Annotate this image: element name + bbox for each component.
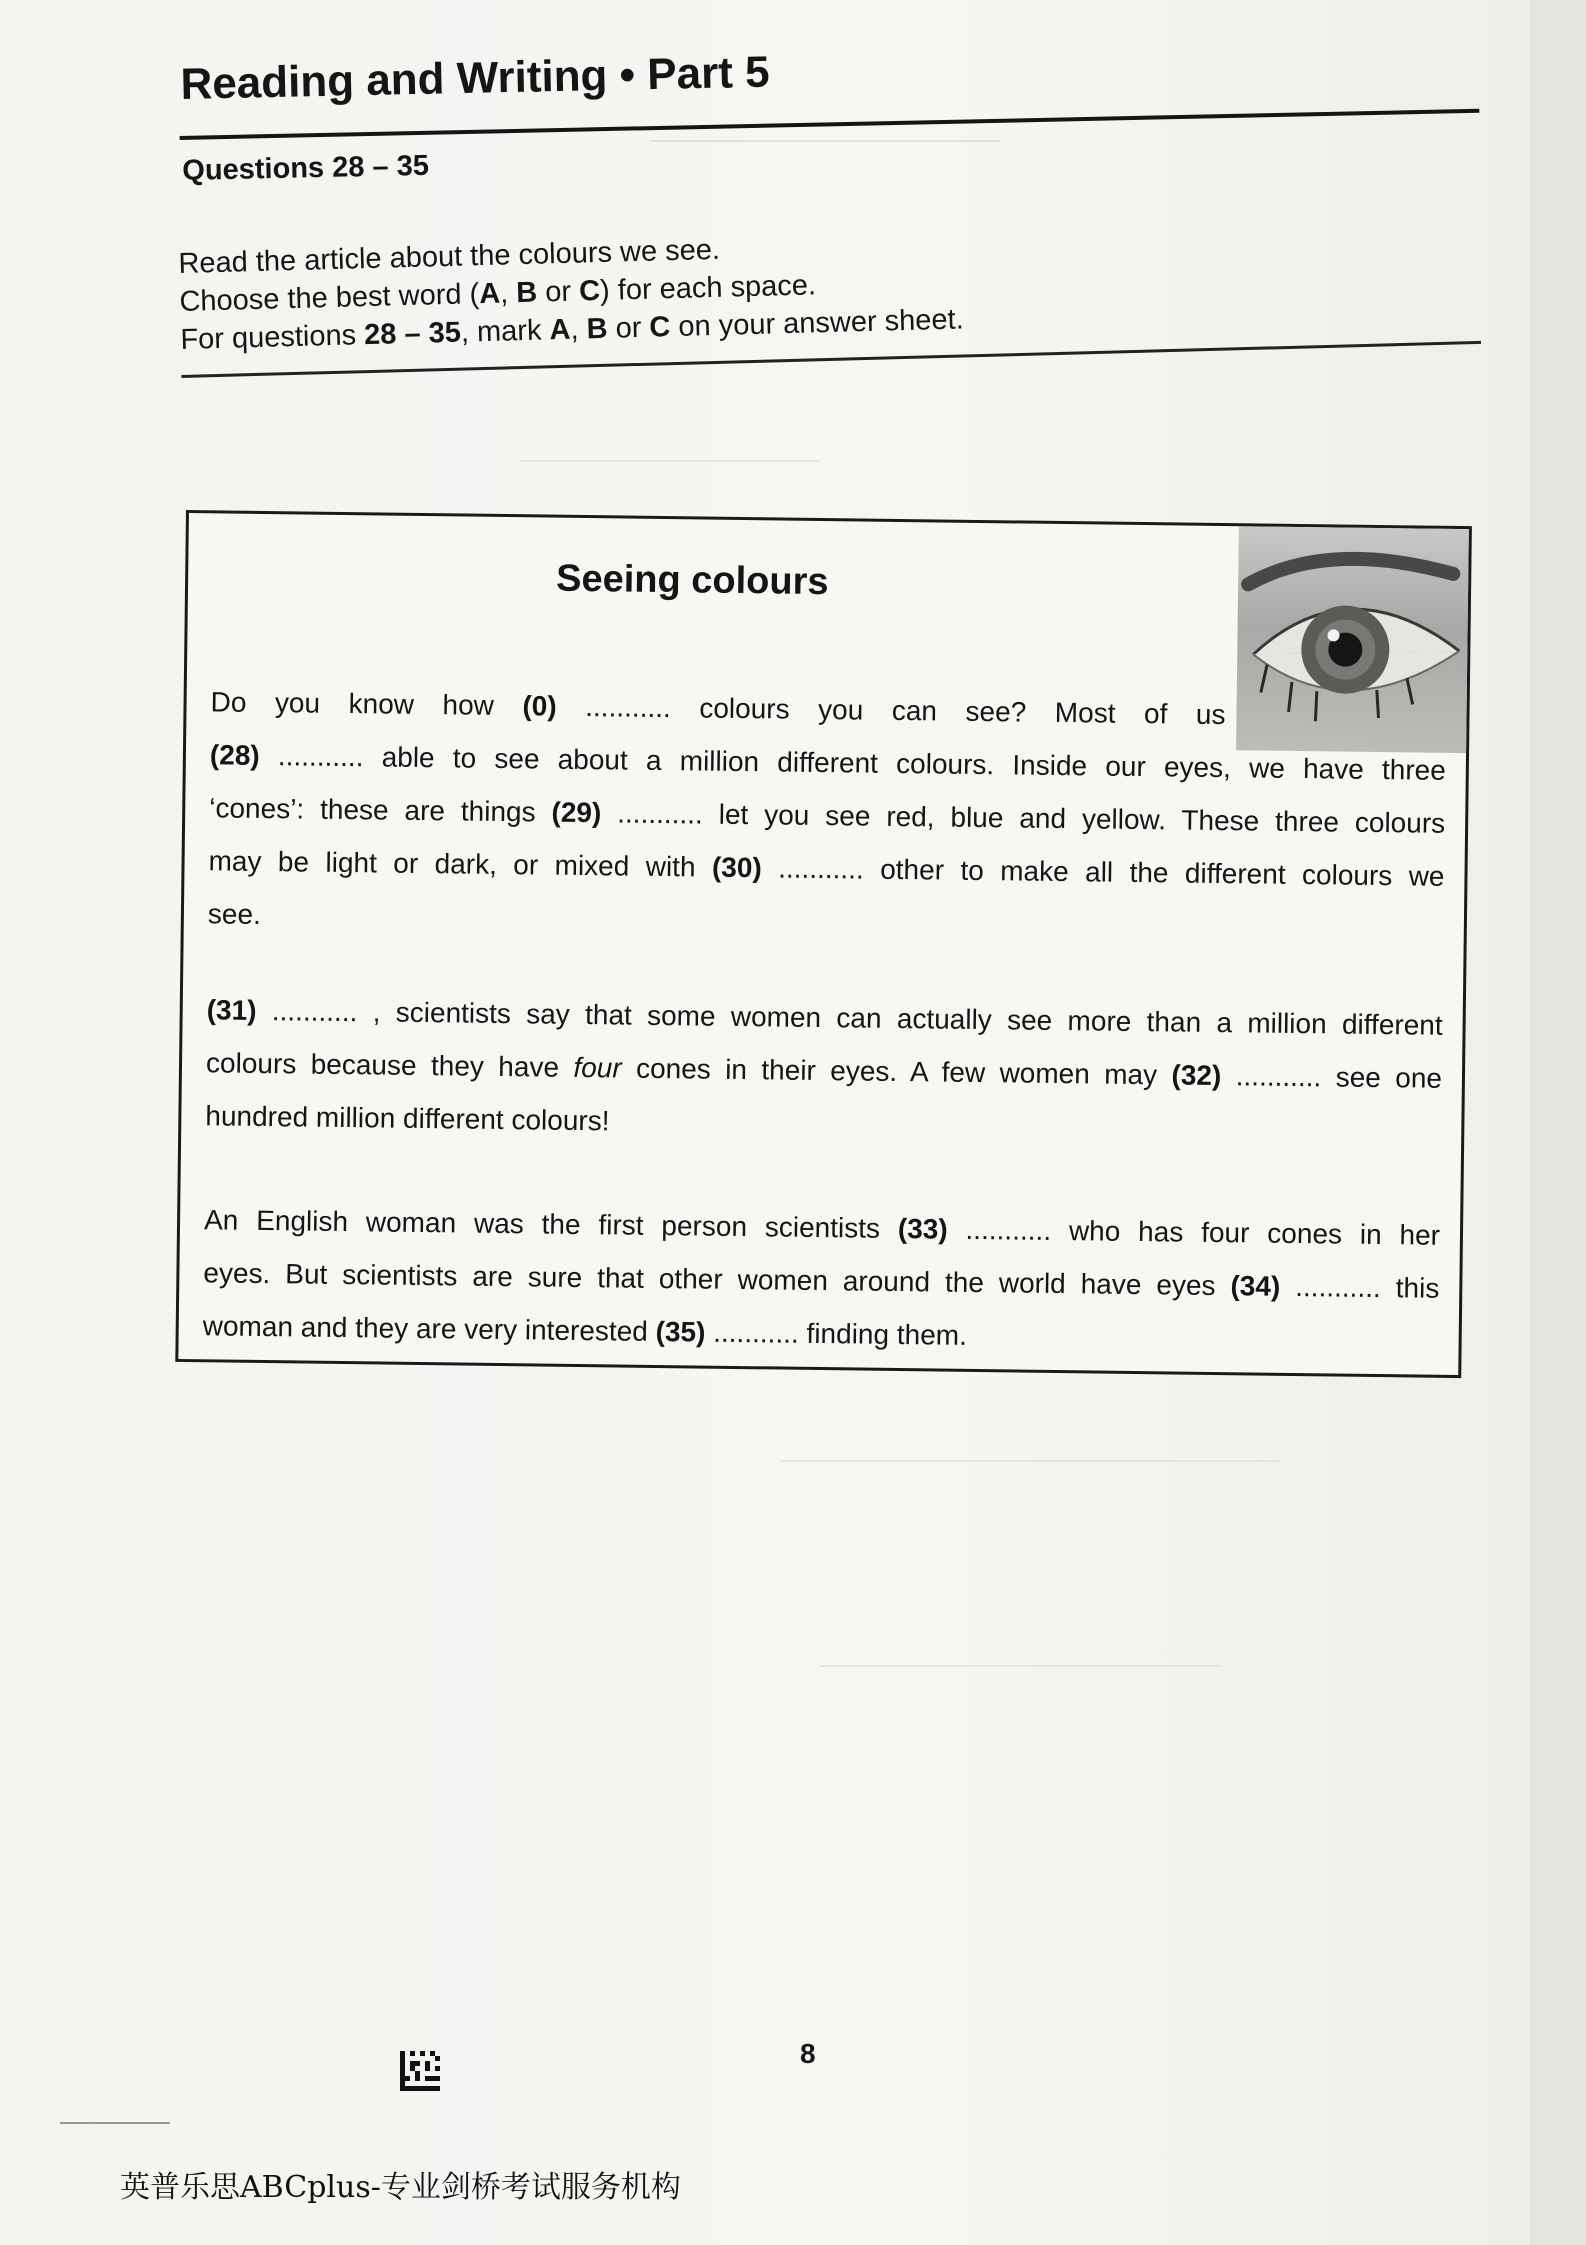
text-line: (28) ........... able to see about a million different colours. Inside our eyes, we have three [209,739,1447,786]
title-divider [180,109,1480,140]
footer-watermark-text: 英普乐思ABCplus-专业剑桥考试服务机构 [120,2170,681,2205]
emphasis: four [573,1051,622,1084]
instruction-line-3: For questions 28 – 35, mark A, B or C on your answer sheet. [180,303,965,356]
section-title: Reading and Writing • Part 5 [179,47,771,109]
text-line: woman and they are very interested (35) ........... finding them. [202,1310,968,1351]
text-line: may be light or dark, or mixed with (30) ........... other to make all the different colours we [208,845,1445,892]
datamatrix-code [400,2050,440,2092]
gap-number: (32) [1171,1059,1222,1092]
gap-number: (0) [522,690,557,722]
questions-range-label: Questions 28 – 35 [181,149,430,187]
instruction-line-2: Choose the best word (A, B or C) for each space. [179,269,817,318]
page-number: 8 [800,2038,816,2069]
gap-number: (31) [206,994,257,1026]
bleed-through-texture [520,460,820,466]
text-line: hundred million different colours! [205,1100,610,1137]
gap-number: (33) [897,1213,948,1245]
text-line: eyes. But scientists are sure that other women around the world have eyes (34) ........... this [203,1257,1440,1304]
section-header [178,33,1481,200]
bleed-through-texture [780,1460,1280,1466]
text-line: see. [207,898,262,930]
text-line: An English woman was the first person scientists (33) ........... who has four cones in her [203,1204,1441,1251]
text-line: (31) ........... , scientists say that some women can actually see more than a million different [206,994,1443,1041]
article-box [175,510,1472,1378]
page-edge-shadow [1530,0,1586,2245]
text-line: colours because they have four cones in their eyes. A few women may (32) ........... see one [205,1047,1443,1094]
paragraph-1 [208,675,1447,956]
paragraph-3 [202,1193,1440,1368]
gap-number: (28) [209,739,260,771]
gap-number: (34) [1230,1270,1281,1302]
text-line: ‘cones’: these are things (29) ........... let you see red, blue and yellow. These three colours [209,792,1446,839]
gap-number: (35) [655,1315,706,1348]
instructions [178,211,1482,405]
paragraph-2 [205,983,1443,1158]
gap-number: (29) [551,796,602,829]
footer-divider [60,2122,170,2124]
instruction-line-1: Read the article about the colours we see. [178,233,721,280]
bleed-through-texture [820,1665,1220,1671]
gap-number: (30) [711,851,762,884]
text-line: Do you know how (0) ........... colours you can see? Most of us [210,686,1226,731]
article-title: Seeing colours [555,557,829,604]
